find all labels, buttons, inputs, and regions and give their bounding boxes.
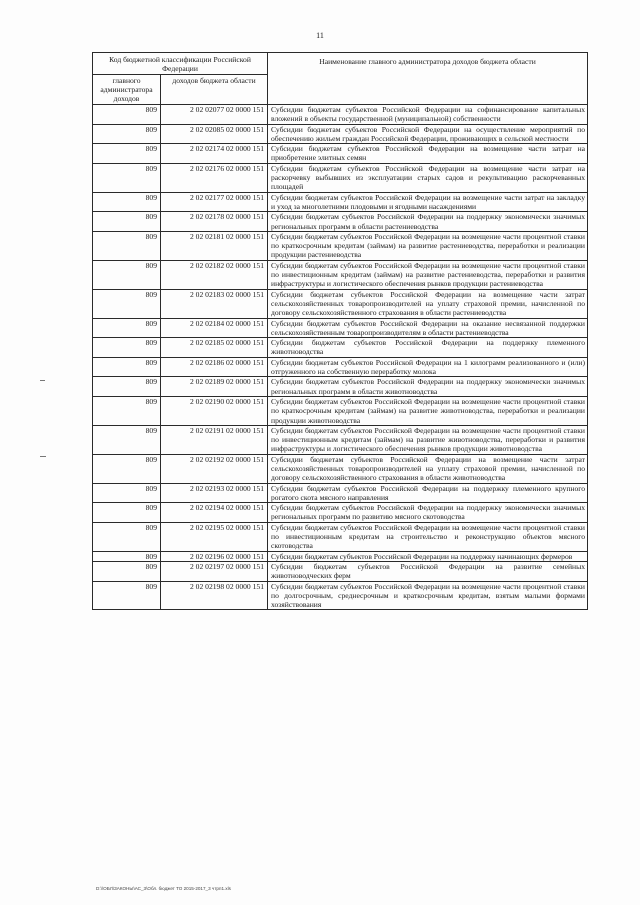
admin-code-cell: 809	[93, 260, 161, 289]
table-row	[93, 231, 588, 260]
income-name-cell: Субсидии бюджетам субъектов Российской Федерации на возмещение части процентной ставки по краткосрочным кредитам (займам) на развитие животноводства, переработки и реализации продукции животноводства	[268, 396, 588, 425]
table-row	[93, 377, 588, 397]
table-row	[93, 522, 588, 551]
admin-code-cell: 809	[93, 551, 161, 561]
table-row	[93, 425, 588, 454]
income-code-cell: 2 02 02198 02 0000 151	[161, 581, 268, 610]
income-code-cell: 2 02 02193 02 0000 151	[161, 483, 268, 503]
income-code-cell: 2 02 02196 02 0000 151	[161, 551, 268, 561]
income-code-cell: 2 02 02194 02 0000 151	[161, 503, 268, 523]
margin-mark	[40, 380, 45, 381]
income-code-cell: 2 02 02189 02 0000 151	[161, 377, 268, 397]
income-code-cell: 2 02 02077 02 0000 151	[161, 105, 268, 125]
admin-code-cell: 809	[93, 357, 161, 377]
income-name-cell: Субсидии бюджетам субъектов Российской Федерации на возмещение части затрат сельскохозяйственных товаропроизводителей на уплату страховой премии, начисленной по договору сельскохозяйственного страхования в области животноводства	[268, 454, 588, 483]
table-header-row	[93, 53, 588, 75]
table-row	[93, 105, 588, 125]
budget-classification-table	[92, 52, 588, 610]
admin-code-cell: 809	[93, 377, 161, 397]
table-row	[93, 483, 588, 503]
table-row	[93, 212, 588, 232]
income-code-cell: 2 02 02182 02 0000 151	[161, 260, 268, 289]
table-row	[93, 260, 588, 289]
income-code-cell: 2 02 02085 02 0000 151	[161, 124, 268, 144]
income-code-cell: 2 02 02184 02 0000 151	[161, 318, 268, 338]
table-row	[93, 581, 588, 610]
admin-code-cell: 809	[93, 192, 161, 212]
income-name-cell: Субсидии бюджетам субъектов Российской Федерации на возмещение части процентной ставки по инвестиционным кредитам (займам) на развитие растениеводства, переработки и развития инфраструктуры и логистического обеспечения рынков продукции растениеводства	[268, 260, 588, 289]
income-name-cell: Субсидии бюджетам субъектов Российской Федерации на возмещение части процентной ставки по долгосрочным, среднесрочным и краткосрочным кредитам, взятым малыми формами хозяйствования	[268, 581, 588, 610]
table-row	[93, 289, 588, 318]
income-name-cell: Субсидии бюджетам субъектов Российской Федерации на софинансирование капитальных вложений в объекты государственной (муниципальной) собственности	[268, 105, 588, 125]
admin-code-cell: 809	[93, 503, 161, 523]
admin-code-cell: 809	[93, 212, 161, 232]
income-name-cell: Субсидии бюджетам субъектов Российской Федерации на поддержку экономически значимых региональных программ в области растениеводства	[268, 212, 588, 232]
income-code-cell: 2 02 02186 02 0000 151	[161, 357, 268, 377]
income-name-cell: Субсидии бюджетам субъектов Российской Федерации на поддержку экономически значимых региональных программ в области животноводства	[268, 377, 588, 397]
income-code-cell: 2 02 02181 02 0000 151	[161, 231, 268, 260]
admin-code-cell: 809	[93, 144, 161, 164]
admin-code-cell: 809	[93, 289, 161, 318]
income-name-cell: Субсидии бюджетам субъектов Российской Федерации на возмещение части затрат сельскохозяйственных товаропроизводителей на уплату страховой премии, начисленной по договору сельскохозяйственного страхования в области растениеводства	[268, 289, 588, 318]
income-code-cell: 2 02 02190 02 0000 151	[161, 396, 268, 425]
admin-code-cell: 809	[93, 105, 161, 125]
header-admin-code: главного администратора доходов	[93, 75, 161, 105]
income-code-cell: 2 02 02191 02 0000 151	[161, 425, 268, 454]
income-code-cell: 2 02 02192 02 0000 151	[161, 454, 268, 483]
income-name-cell: Субсидии бюджетам субъектов Российской Федерации на развитие семейных животноводческих ферм	[268, 561, 588, 581]
income-code-cell: 2 02 02176 02 0000 151	[161, 163, 268, 192]
admin-code-cell: 809	[93, 318, 161, 338]
admin-code-cell: 809	[93, 338, 161, 358]
admin-code-cell: 809	[93, 425, 161, 454]
header-admin-name: Наименование главного администратора доходов бюджета области	[268, 53, 588, 105]
income-name-cell: Субсидии бюджетам субъектов Российской Федерации на поддержку экономически значимых региональных программ по развитию мясного скотоводства	[268, 503, 588, 523]
header-budget-code: Код бюджетной классификации Российской Федерации	[93, 53, 268, 75]
admin-code-cell: 809	[93, 483, 161, 503]
income-code-cell: 2 02 02185 02 0000 151	[161, 338, 268, 358]
table-row	[93, 338, 588, 358]
table-row	[93, 163, 588, 192]
income-name-cell: Субсидии бюджетам субъектов Российской Федерации на оказание несвязанной поддержки сельскохозяйственным товаропроизводителям в области растениеводства	[268, 318, 588, 338]
income-code-cell: 2 02 02177 02 0000 151	[161, 192, 268, 212]
table-row	[93, 551, 588, 561]
income-code-cell: 2 02 02195 02 0000 151	[161, 522, 268, 551]
income-name-cell: Субсидии бюджетам субъектов Российской Федерации на возмещение части процентной ставки по инвестиционным кредитам (займам) на развитие животноводства, переработки и развития инфраструктуры и логистического обеспечения рынков продукции животноводства	[268, 425, 588, 454]
table-row	[93, 561, 588, 581]
admin-code-cell: 809	[93, 454, 161, 483]
table-row	[93, 192, 588, 212]
table-row	[93, 124, 588, 144]
income-code-cell: 2 02 02183 02 0000 151	[161, 289, 268, 318]
table-row	[93, 357, 588, 377]
admin-code-cell: 809	[93, 581, 161, 610]
income-name-cell: Субсидии бюджетам субъектов Российской Федерации на возмещение части затрат на раскорчевку выбывших из эксплуатации старых садов и рекультивацию раскорчеванных площадей	[268, 163, 588, 192]
header-income-code: доходов бюджета области	[161, 75, 268, 105]
income-name-cell: Субсидии бюджетам субъектов Российской Федерации на осуществление мероприятий по обеспечению жильем граждан Российской Федерации, проживающих в сельской местности	[268, 124, 588, 144]
admin-code-cell: 809	[93, 163, 161, 192]
admin-code-cell: 809	[93, 522, 161, 551]
income-code-cell: 2 02 02178 02 0000 151	[161, 212, 268, 232]
admin-code-cell: 809	[93, 396, 161, 425]
table-row	[93, 318, 588, 338]
admin-code-cell: 809	[93, 561, 161, 581]
income-code-cell: 2 02 02197 02 0000 151	[161, 561, 268, 581]
income-name-cell: Субсидии бюджетам субъектов Российской Федерации на возмещение части процентной ставки по инвестиционным кредитам на строительство и реконструкцию объектов мясного скотоводства	[268, 522, 588, 551]
table-row	[93, 144, 588, 164]
table-row	[93, 454, 588, 483]
income-name-cell: Субсидии бюджетам субъектов Российской Федерации на поддержку начинающих фермеров	[268, 551, 588, 561]
table-row	[93, 396, 588, 425]
admin-code-cell: 809	[93, 124, 161, 144]
income-name-cell: Субсидии бюджетам субъектов Российской Федерации на 1 килограмм реализованного и (или) отгруженного на собственную переработку молока	[268, 357, 588, 377]
income-name-cell: Субсидии бюджетам субъектов Российской Федерации на поддержку племенного крупного рогатого скота мясного направления	[268, 483, 588, 503]
margin-mark	[40, 456, 46, 457]
income-name-cell: Субсидии бюджетам субъектов Российской Федерации на поддержку племенного животноводства	[268, 338, 588, 358]
table-row	[93, 503, 588, 523]
admin-code-cell: 809	[93, 231, 161, 260]
income-name-cell: Субсидии бюджетам субъектов Российской Федерации на возмещение части затрат на закладку и уход за многолетними плодовыми и ягодными насаждениями	[268, 192, 588, 212]
income-name-cell: Субсидии бюджетам субъектов Российской Федерации на возмещение части процентной ставки по краткосрочным кредитам (займам) на развитие растениеводства, переработки и реализации продукции растениеводства	[268, 231, 588, 260]
income-code-cell: 2 02 02174 02 0000 151	[161, 144, 268, 164]
page-number: 11	[316, 31, 324, 40]
file-path-footer: D:\\ОБЛ\ЗАКОНЫ\АС_3\Обл. бюджет ТО 2015-2017_3 чтрп1.xls	[96, 886, 231, 891]
income-name-cell: Субсидии бюджетам субъектов Российской Федерации на возмещение части затрат на приобретение элитных семян	[268, 144, 588, 164]
